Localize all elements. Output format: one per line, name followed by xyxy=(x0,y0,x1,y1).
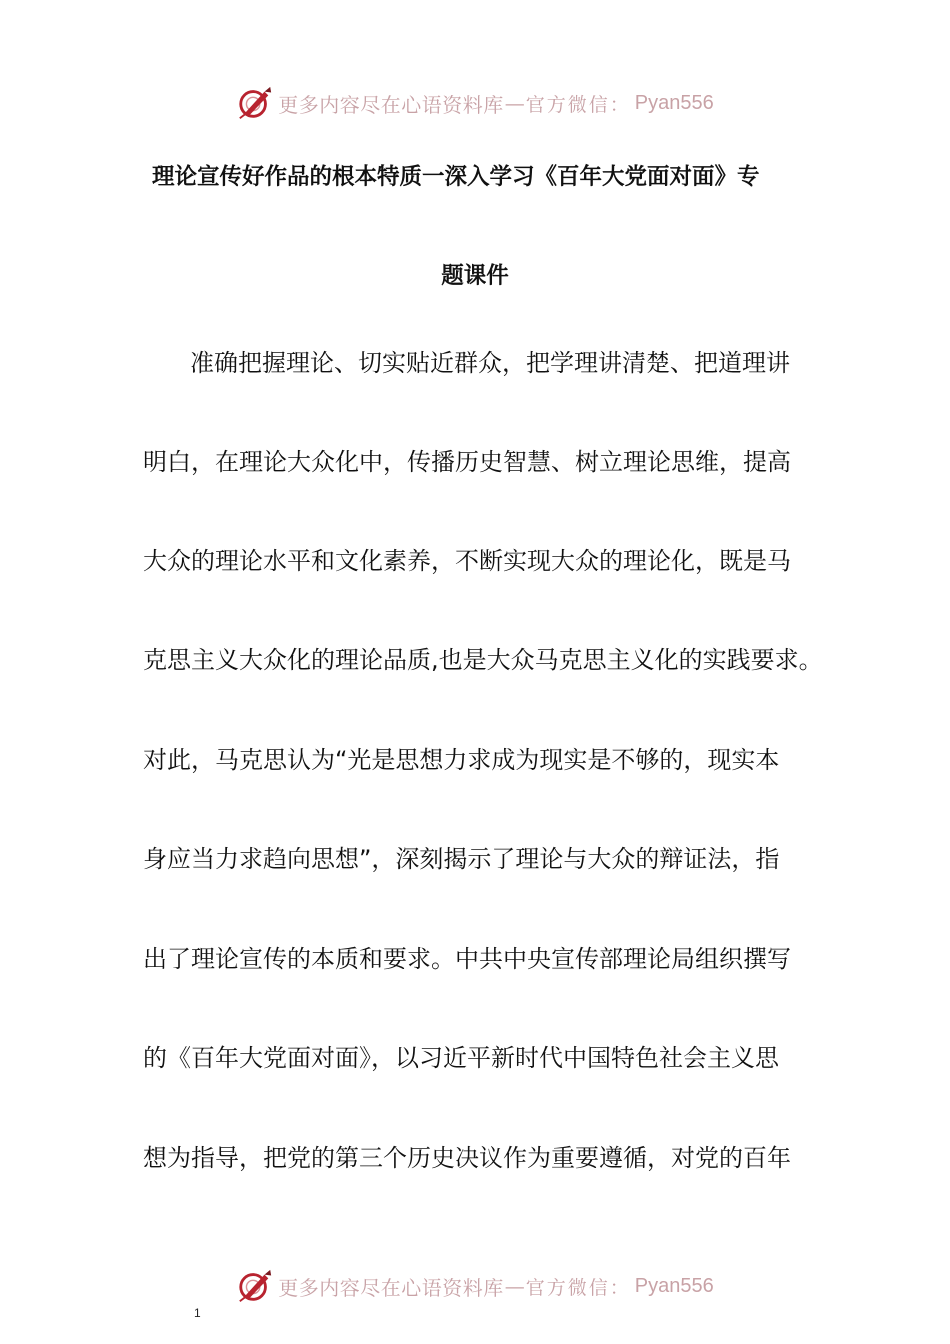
body-line: 大众的理论水平和文化素养，不断实现大众的理论化，既是马 xyxy=(143,547,791,575)
body-line: 身应当力求趋向思想”，深刻揭示了理论与大众的辩证法，指 xyxy=(143,845,780,873)
body-line: 的《百年大党面对面》，以习近平新时代中国特色社会主义思 xyxy=(143,1044,779,1072)
pen-nib-logo-icon xyxy=(236,1267,274,1305)
separator-dash: — xyxy=(504,1274,525,1298)
body-line: 出了理论宣传的本质和要求。中共中央宣传部理论局组织撰写 xyxy=(143,945,791,973)
body-line: 克思主义大众化的理论品质,也是大众马克思主义化的实践要求。 xyxy=(143,646,823,674)
wechat-id: Pyan556 xyxy=(634,91,714,114)
document-title-line-2: 题课件 xyxy=(441,263,509,289)
body-line: 想为指导，把党的第三个历史决议作为重要遵循，对党的百年 xyxy=(143,1144,791,1172)
separator-dash: — xyxy=(504,91,525,115)
header-watermark xyxy=(0,83,950,123)
contact-label: 官方微信： xyxy=(525,1276,631,1299)
contact-label: 官方微信： xyxy=(525,93,631,116)
brand-text: 更多内容尽在心语资料库 xyxy=(278,92,504,117)
footer-watermark xyxy=(0,1266,950,1306)
brand-text: 更多内容尽在心语资料库 xyxy=(278,1275,504,1300)
document-title-line-1: 理论宣传好作品的根本特质一深入学习《百年大党面对面》专 xyxy=(152,164,760,190)
body-line: 对此，马克思认为“光是思想力求成为现实是不够的，现实本 xyxy=(143,746,780,774)
wechat-id: Pyan556 xyxy=(634,1274,714,1297)
pen-nib-logo-icon xyxy=(236,84,274,122)
body-line: 明白，在理论大众化中，传播历史智慧、树立理论思维，提高 xyxy=(143,448,791,476)
page-number: 1 xyxy=(194,1306,201,1320)
body-line: 准确把握理论、切实贴近群众，把学理讲清楚、把道理讲 xyxy=(190,349,790,377)
